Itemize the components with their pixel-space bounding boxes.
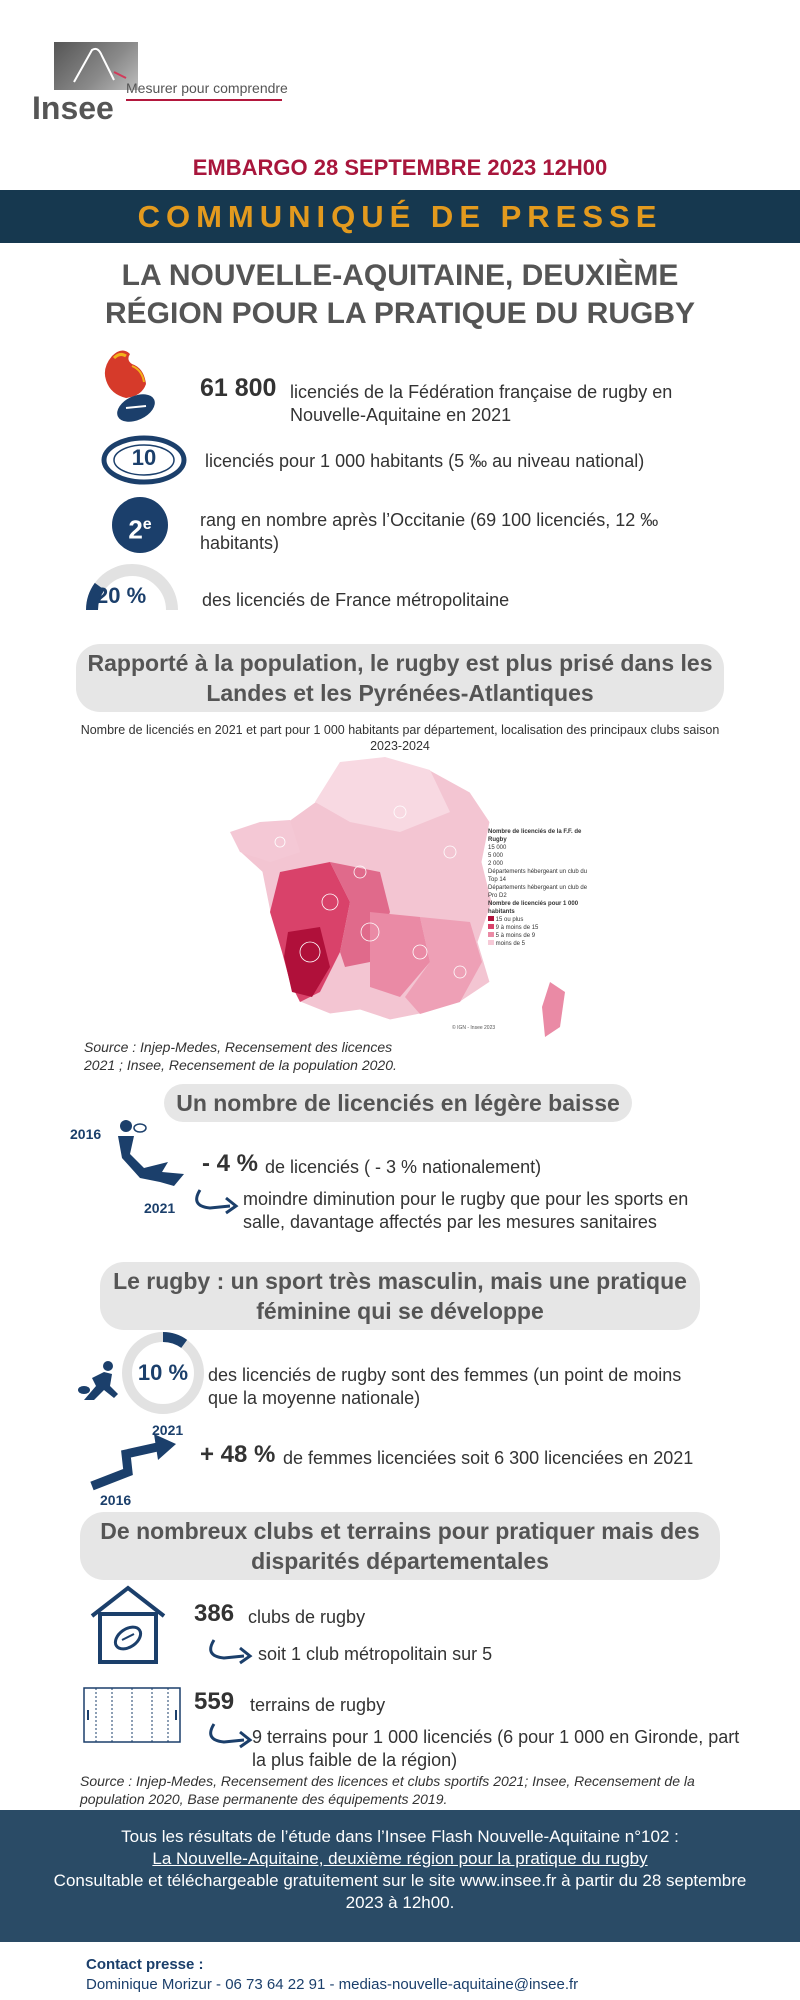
clubs-value: 386: [194, 1600, 235, 1627]
women-share-text: des licenciés de rugby sont des femmes (un point de moins que la moyenne nationale): [208, 1365, 682, 1408]
clubs-sub-text: soit 1 club métropolitain sur 5: [258, 1644, 493, 1664]
clubhouse-icon: [88, 1584, 168, 1666]
embargo-notice: EMBARGO 28 SEPTEMBRE 2023 12H00: [192, 155, 608, 180]
kpi-rank-text: rang en nombre après l’Occitanie (69 100 licenciés, 12 ‰ habitants): [200, 510, 659, 553]
growth-value: + 48 %: [200, 1441, 276, 1468]
women-share-value: 10 %: [137, 1360, 189, 1385]
kpi-ratio-value: 10: [131, 445, 157, 470]
curved-arrow-icon: [190, 1186, 242, 1216]
rooster-ball-icon: [92, 346, 162, 426]
legend-top14: Départements hébergeant un club du Top 14: [488, 869, 588, 883]
source-map: Source : Injep-Medes, Recensement des licences 2021 ; Insee, Recensement de la population 2020.: [84, 1039, 397, 1073]
decline-value: - 4 %: [202, 1150, 259, 1177]
kpi-ratio-text: licenciés pour 1 000 habitants (5 ‰ au niveau national): [205, 451, 645, 471]
legend-size-2: 5 000: [488, 853, 504, 859]
fields-text: terrains de rugby: [250, 1695, 386, 1715]
map-credit: © IGN - Insee 2023: [452, 1025, 496, 1031]
fields-sub-text: 9 terrains pour 1 000 licenciés (6 pour 1 000 en Gironde, part la plus faible de la région): [252, 1727, 740, 1770]
decline-explanation: moindre diminution pour le rugby que pour les sports en salle, davantage affectés par les mesures sanitaires: [243, 1189, 689, 1232]
footer-banner: [0, 1810, 800, 1942]
female-player-icon: [76, 1360, 124, 1406]
footer-study-link[interactable]: La Nouvelle-Aquitaine, deuxième région pour la pratique du rugby: [152, 1849, 648, 1868]
insee-logo: [30, 40, 288, 130]
kpi-licencies-value: 61 800: [200, 374, 277, 402]
contact-details: Dominique Morizur - 06 73 64 22 91 - medias-nouvelle-aquitaine@insee.fr: [86, 1976, 579, 1993]
press-contact: [86, 1955, 578, 1995]
kpi-licencies-text: licenciés de la Fédération française de rugby en Nouvelle-Aquitaine en 2021: [290, 382, 673, 425]
tagline: Mesurer pour comprendre: [126, 80, 288, 96]
logo-text: Insee: [32, 90, 114, 126]
tagline-underline: [126, 99, 282, 101]
kpi-share-text: des licenciés de France métropolitaine: [202, 590, 510, 610]
contact-label: Contact presse :: [86, 1956, 204, 1973]
legend-class-3: 5 à moins de 9: [488, 932, 588, 940]
growth-text: de femmes licenciées soit 6 300 licenciées en 2021: [283, 1448, 694, 1468]
legend-size-1: 15 000: [488, 845, 507, 851]
source-clubs: Source : Injep-Medes, Recensement des licences et clubs sportifs 2021; Insee, Recensement de la population 2020, Base permanente des équipements 2019.: [80, 1773, 695, 1807]
legend-class-1: 15 ou plus: [488, 916, 588, 924]
fields-value: 559: [194, 1688, 235, 1715]
footer-line1: Tous les résultats de l’étude dans l’Insee Flash Nouvelle-Aquitaine n°102 :: [121, 1827, 679, 1846]
section-heading-decline: Un nombre de licenciés en légère baisse: [164, 1084, 632, 1122]
kpi-share-value: 20 %: [96, 583, 147, 608]
growth-year-end: 2021: [152, 1422, 184, 1438]
curved-arrow-icon: [204, 1720, 256, 1750]
section-heading-women: Le rugby : un sport très masculin, mais une pratique féminine qui se développe: [100, 1262, 700, 1330]
legend-class-4: moins de 5: [488, 940, 588, 948]
legend-prod2: Départements hébergeant un club de Pro D2: [488, 885, 588, 899]
page-title: LA NOUVELLE-AQUITAINE, DEUXIÈME RÉGION POUR LA PRATIQUE DU RUGBY: [104, 259, 696, 330]
decline-year-end: 2021: [144, 1200, 176, 1216]
footer-line3: Consultable et téléchargeable gratuitement sur le site www.insee.fr à partir du 28 septembre 2023 à 12h00.: [53, 1871, 747, 1912]
growth-arrow-icon: [88, 1432, 188, 1496]
rugby-field-icon: [82, 1686, 182, 1744]
legend-title-licencies: Nombre de licenciés de la F.F. de Rugby: [488, 829, 582, 843]
decline-year-start: 2016: [70, 1126, 102, 1142]
legend-class-2: 9 à moins de 15: [488, 924, 588, 932]
curved-arrow-icon: [204, 1636, 256, 1666]
press-banner: COMMUNIQUÉ DE PRESSE: [0, 190, 800, 243]
legend-size-3: 2 000: [488, 861, 504, 867]
circle-badge-icon: 2e: [112, 497, 168, 553]
clubs-text: clubs de rugby: [248, 1607, 366, 1627]
decline-text: de licenciés ( - 3 % nationalement): [265, 1157, 542, 1177]
growth-year-start: 2016: [100, 1492, 132, 1508]
map-caption: Nombre de licenciés en 2021 et part pour 1 000 habitants par département, localisation des principaux clubs saison 2023-2024: [80, 723, 720, 753]
section-heading-population: Rapporté à la population, le rugby est plus prisé dans les Landes et les Pyrénées-Atlantiques: [76, 644, 724, 712]
map-legend: [488, 828, 588, 948]
decline-player-icon: [100, 1118, 200, 1190]
section-heading-clubs: De nombreux clubs et terrains pour pratiquer mais des disparités départementales: [80, 1512, 720, 1580]
legend-title-ratio: Nombre de licenciés pour 1 000 habitants: [488, 901, 579, 915]
